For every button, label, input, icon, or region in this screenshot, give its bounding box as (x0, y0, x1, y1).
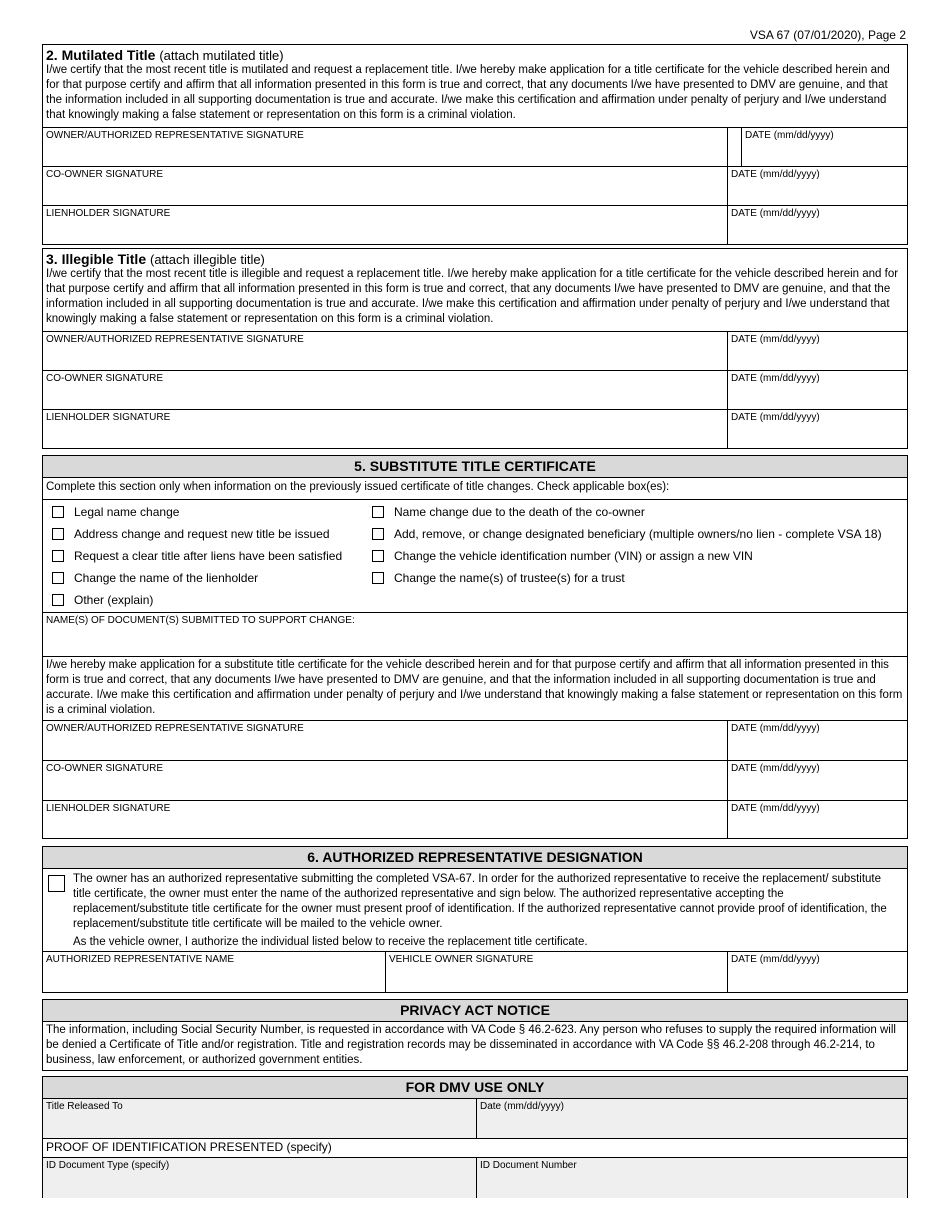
authorize-checkbox[interactable] (48, 875, 65, 892)
option-lienholder-name[interactable]: Change the name of the lienholder (52, 567, 372, 589)
lienholder-date-field[interactable]: DATE (mm/dd/yyyy) (727, 410, 907, 448)
owner-signature-field[interactable]: OWNER/AUTHORIZED REPRESENTATIVE SIGNATURE (46, 723, 304, 734)
option-trustee[interactable]: Change the name(s) of trustee(s) for a trust (372, 567, 907, 589)
section-dmv-use-only (42, 1076, 908, 1198)
coowner-date-field[interactable]: DATE (mm/dd/yyyy) (727, 761, 907, 800)
checkbox[interactable] (372, 528, 384, 540)
section-authorized-representative (42, 846, 908, 993)
section-mutilated-title (42, 44, 908, 245)
representative-name-field[interactable]: AUTHORIZED REPRESENTATIVE NAME (46, 954, 234, 965)
title-released-to-field[interactable]: Title Released To (43, 1099, 476, 1138)
lienholder-signature-field[interactable]: LIENHOLDER SIGNATURE (46, 208, 171, 219)
option-other[interactable]: Other (explain) (52, 589, 372, 611)
coowner-date-field[interactable]: DATE (mm/dd/yyyy) (727, 371, 907, 409)
option-legal-name-change[interactable]: Legal name change (52, 501, 372, 523)
section-title: 3. Illegible Title (attach illegible title) (46, 251, 265, 267)
lienholder-signature-field[interactable]: LIENHOLDER SIGNATURE (46, 412, 171, 423)
section-substitute-title (42, 455, 908, 839)
owner-date-field[interactable]: DATE (mm/dd/yyyy) (727, 721, 907, 760)
lienholder-date-field[interactable]: DATE (mm/dd/yyyy) (727, 206, 907, 244)
proof-of-id-label: PROOF OF IDENTIFICATION PRESENTED (specify) (46, 1140, 332, 1154)
checkbox[interactable] (372, 550, 384, 562)
checkbox[interactable] (372, 506, 384, 518)
lienholder-signature-field[interactable]: LIENHOLDER SIGNATURE (46, 803, 171, 814)
coowner-signature-field[interactable]: CO-OWNER SIGNATURE (46, 763, 164, 774)
checkbox[interactable] (52, 506, 64, 518)
option-coowner-death[interactable]: Name change due to the death of the co-owner (372, 501, 907, 523)
id-document-number-field[interactable]: ID Document Number (476, 1158, 907, 1198)
designation-text: The owner has an authorized representative submitting the completed VSA-67. In order for the authorized representative to receive the replacement/ substitute title certificate, the owner must enter the name of the authorized representative and sign below. The authorized representative accepting the replacement/substitute title certificate for the owner must present proof of identification. If the authorized representative cannot provide proof of identification, the replacement/substitute title certificate will be mailed to the vehicle owner. (73, 873, 887, 930)
privacy-text: The information, including Social Security Number, is requested in accordance with VA Code § 46.2-623. Any person who refuses to supply the required information will be denied a Certificate of Title and/or registration. Title and registration records may be disseminated in accordance with VA Code §§ 46.2-208 through 46.2-214, to business, law enforcement, or authorized government entities. (46, 1024, 896, 1066)
section-title: 2. Mutilated Title (attach mutilated title) (46, 47, 284, 63)
checkbox[interactable] (52, 594, 64, 606)
option-address-change[interactable]: Address change and request new title be issued (52, 523, 372, 545)
coowner-signature-field[interactable]: CO-OWNER SIGNATURE (46, 169, 164, 180)
date-field[interactable]: DATE (mm/dd/yyyy) (727, 952, 907, 992)
checkbox[interactable] (372, 572, 384, 584)
certification-text: I/we hereby make application for a substitute title certificate for the vehicle described herein and for that purpose certify and affirm that all information presented in this form is true and correct, that any documents I/we have presented to DMV are genuine, and that the information included in all supporting documentation is true and accurate. I/we make this certification and affirmation under penalty of perjury and I/we understand that knowingly making a false statement or representation on this form is a criminal violation. (46, 659, 903, 716)
owner-date-field[interactable]: DATE (mm/dd/yyyy) (727, 332, 907, 370)
checkbox[interactable] (52, 528, 64, 540)
option-beneficiary[interactable]: Add, remove, or change designated beneficiary (multiple owners/no lien - complete VSA 18) (372, 523, 907, 545)
checkbox[interactable] (52, 572, 64, 584)
change-options (43, 499, 907, 612)
section-title: 6. AUTHORIZED REPRESENTATIVE DESIGNATION (43, 847, 907, 869)
option-vin-change[interactable]: Change the vehicle identification number (VIN) or assign a new VIN (372, 545, 907, 567)
section-title: PRIVACY ACT NOTICE (43, 1000, 907, 1022)
owner-date-field[interactable]: DATE (mm/dd/yyyy) (741, 128, 907, 166)
documents-field[interactable]: NAME(S) OF DOCUMENT(S) SUBMITTED TO SUPPORT CHANGE: (46, 615, 355, 626)
section-instruction: Complete this section only when information on the previously issued certificate of title changes. Check applicable box(es): (46, 481, 670, 493)
dmv-date-field[interactable]: Date (mm/dd/yyyy) (476, 1099, 907, 1138)
coowner-date-field[interactable]: DATE (mm/dd/yyyy) (727, 167, 907, 205)
authorize-statement: As the vehicle owner, I authorize the individual listed below to receive the replacement title certificate. (73, 936, 588, 948)
section-title: FOR DMV USE ONLY (43, 1077, 907, 1099)
section-title: 5. SUBSTITUTE TITLE CERTIFICATE (43, 456, 907, 478)
vehicle-owner-signature-field[interactable]: VEHICLE OWNER SIGNATURE (385, 952, 727, 992)
section-illegible-title (42, 248, 908, 449)
owner-signature-field[interactable]: OWNER/AUTHORIZED REPRESENTATIVE SIGNATURE (46, 334, 304, 345)
option-clear-title[interactable]: Request a clear title after liens have been satisfied (52, 545, 372, 567)
certification-text: I/we certify that the most recent title is illegible and request a replacement title. I/we hereby make application for a title certificate for the vehicle described herein and for that purpose certify and affirm that all information presented in this form is true and correct, that any documents I/we have presented to DMV are genuine, and that the information included in all supporting documentation is true and accurate. I/we make this certification and affirmation under penalty of perjury and I/we understand that knowingly making a false statement or representation on this form is a criminal violation. (46, 268, 899, 325)
coowner-signature-field[interactable]: CO-OWNER SIGNATURE (46, 373, 164, 384)
checkbox[interactable] (52, 550, 64, 562)
owner-signature-field[interactable]: OWNER/AUTHORIZED REPRESENTATIVE SIGNATURE (46, 130, 304, 141)
section-privacy-notice (42, 999, 908, 1071)
certification-text: I/we certify that the most recent title is mutilated and request a replacement title. I/we hereby make application for a title certificate for the vehicle described herein and for that purpose certify and affirm that all information presented in this form is true and correct, that any documents I/we have presented to DMV are genuine, and that the information included in all supporting documentation is true and accurate. I/we make this certification and affirmation under penalty of perjury and I/we understand that knowingly making a false statement or representation on this form is a criminal violation. (46, 64, 890, 121)
spacer-cell (727, 128, 741, 166)
form-id: VSA 67 (07/01/2020), Page 2 (749, 28, 906, 42)
lienholder-date-field[interactable]: DATE (mm/dd/yyyy) (727, 801, 907, 838)
id-document-type-field[interactable]: ID Document Type (specify) (43, 1158, 476, 1198)
